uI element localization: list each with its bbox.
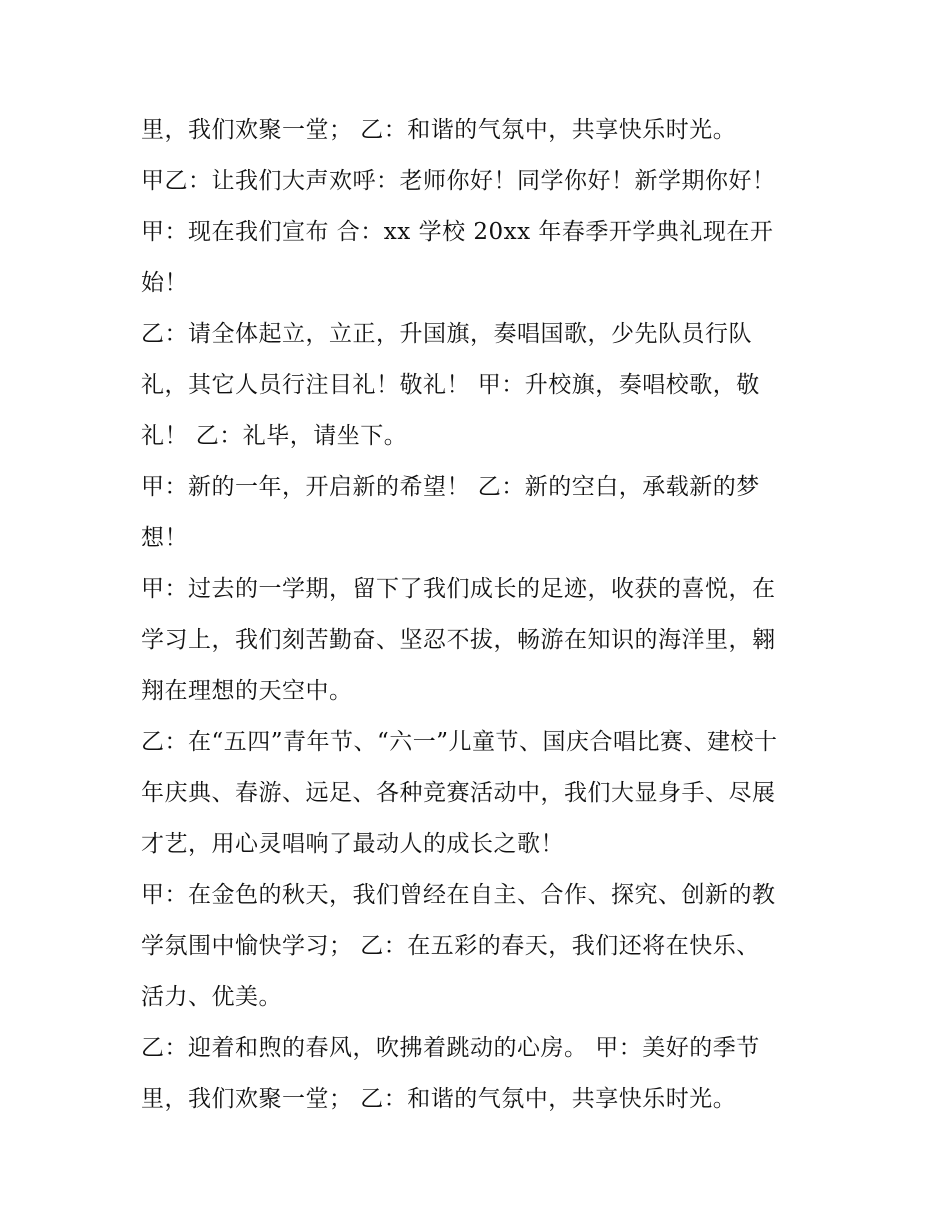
text-line: 甲乙：让我们大声欢呼：老师你好！同学你好！新学期你好！ (141, 168, 776, 194)
text-line: 才艺，用心灵唱响了最动人的成长之歌！ (141, 831, 564, 857)
text-line: 年庆典、春游、远足、各种竞赛活动中，我们大显身手、尽展 (141, 780, 776, 806)
text-line: 想！ (141, 525, 188, 551)
paragraph-5 (141, 462, 821, 564)
text-line: 翔在理想的天空中。 (141, 678, 353, 704)
paragraph-9 (141, 1023, 821, 1125)
text-line: 甲：现在我们宣布 合：xx 学校 20xx 年春季开学典礼现在开 (141, 219, 774, 245)
text-line: 甲：在金色的秋天，我们曾经在自主、合作、探究、创新的教 (141, 882, 776, 908)
text-line: 里，我们欢聚一堂； 乙：和谐的气氛中，共享快乐时光。 (141, 1086, 737, 1112)
paragraph-3 (141, 207, 821, 309)
text-line: 甲：新的一年，开启新的希望！ 乙：新的空白，承载新的梦 (141, 474, 760, 500)
text-line: 乙：在“五四”青年节、“六一”儿童节、国庆合唱比赛、建校十 (141, 729, 778, 755)
paragraph-2 (141, 156, 821, 207)
paragraph-1 (141, 105, 821, 156)
text-line: 礼！ 乙：礼毕，请坐下。 (141, 423, 408, 449)
text-line: 乙：迎着和煦的春风，吹拂着跳动的心房。 甲：美好的季节 (141, 1035, 760, 1061)
text-line: 学氛围中愉快学习； 乙：在五彩的春天，我们还将在快乐、 (141, 933, 760, 959)
text-line: 始！ (141, 270, 188, 296)
text-line: 乙：请全体起立，立正，升国旗，奏唱国歌，少先队员行队 (141, 321, 752, 347)
text-line: 学习上，我们刻苦勤奋、坚忍不拔，畅游在知识的海洋里，翱 (141, 627, 776, 653)
paragraph-6 (141, 564, 821, 717)
paragraph-4 (141, 309, 821, 462)
document-body (141, 105, 821, 1125)
paragraph-7 (141, 717, 821, 870)
paragraph-8 (141, 870, 821, 1023)
text-line: 里，我们欢聚一堂； 乙：和谐的气氛中，共享快乐时光。 (141, 117, 737, 143)
text-line: 甲：过去的一学期，留下了我们成长的足迹，收获的喜悦，在 (141, 576, 776, 602)
text-line: 活力、优美。 (141, 984, 282, 1010)
text-line: 礼，其它人员行注目礼！敬礼！ 甲：升校旗，奏唱校歌，敬 (141, 372, 760, 398)
